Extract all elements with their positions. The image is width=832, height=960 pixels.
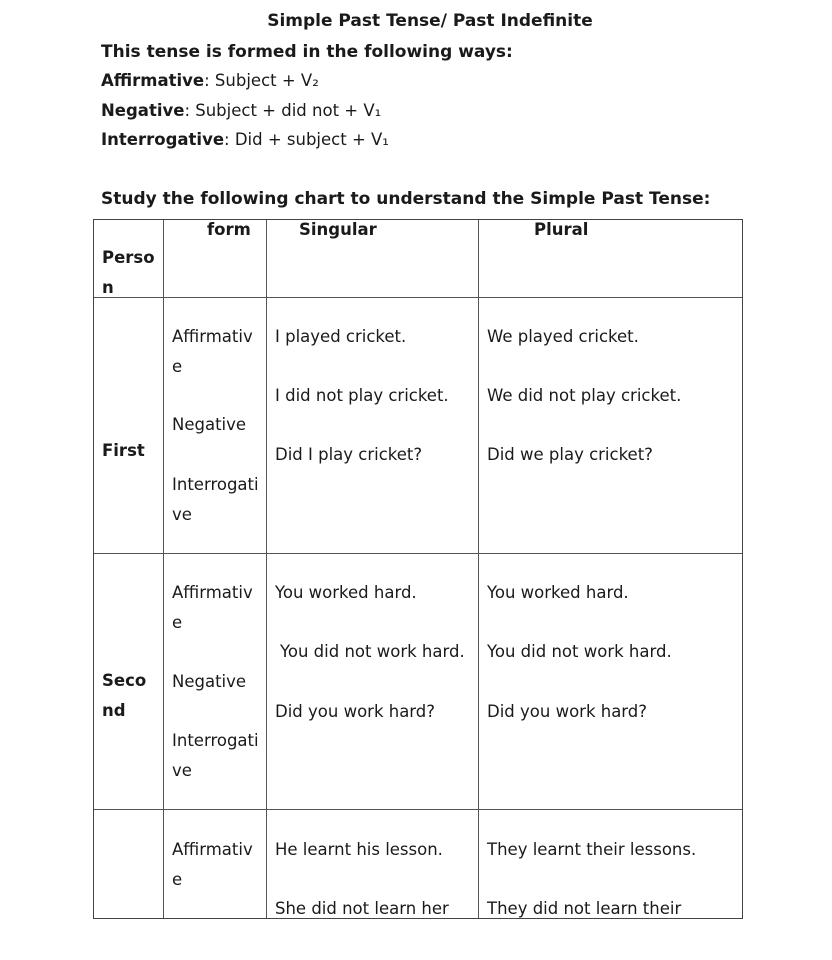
rule-interrogative [101,130,389,149]
plural-affirmative: We played cricket. [487,327,639,346]
singular-negative: She did not learn her [275,899,449,918]
plural-negative: They did not learn their [487,899,682,918]
column-divider [478,220,479,918]
rule-label: Interrogative [101,130,225,149]
plural-interrogative: Did we play cricket? [487,445,653,464]
plural-affirmative: They learnt their lessons. [487,840,697,859]
form-negative: Negative [172,672,247,691]
plural-interrogative: Did you work hard? [487,702,648,721]
intro-text: This tense is formed in the following ways: [101,42,513,62]
plural-affirmative: You worked hard. [487,583,629,602]
form-interrogative: Interrogative [172,475,259,524]
singular-negative: I did not play cricket. [275,386,449,405]
column-divider [163,220,164,918]
header-form: form [207,220,251,239]
form-affirmative: Affirmative [172,583,253,632]
rule-negative [101,101,381,120]
row-divider [94,809,742,810]
singular-negative: You did not work hard. [280,642,465,661]
column-divider [266,220,267,918]
rule-label: Affirmative [101,71,205,90]
form-affirmative: Affirmative [172,327,253,376]
row-divider [94,553,742,554]
rule-formula: : Subject + V₂ [204,71,319,90]
header-person: Person [102,248,155,297]
plural-negative: You did not work hard. [487,642,672,661]
singular-interrogative: Did I play cricket? [275,445,423,464]
plural-negative: We did not play cricket. [487,386,682,405]
rule-formula: : Subject + did not + V₁ [184,101,382,120]
form-affirmative: Affirmative [172,840,253,889]
singular-affirmative: He learnt his lesson. [275,840,443,859]
header-plural: Plural [534,220,589,239]
row-divider [94,297,742,298]
singular-affirmative: I played cricket. [275,327,407,346]
tense-table [93,219,743,919]
singular-interrogative: Did you work hard? [275,702,436,721]
rule-formula: : Did + subject + V₁ [224,130,389,149]
person-first: First [102,441,145,460]
person-second: Second [102,671,147,720]
chart-intro: Study the following chart to understand the Simple Past Tense: [101,189,711,209]
form-negative: Negative [172,415,247,434]
document-title: Simple Past Tense/ Past Indefinite [267,11,593,31]
rule-affirmative [101,71,319,90]
header-singular: Singular [299,220,377,239]
rule-label: Negative [101,101,185,120]
singular-affirmative: You worked hard. [275,583,417,602]
form-interrogative: Interrogative [172,731,259,780]
